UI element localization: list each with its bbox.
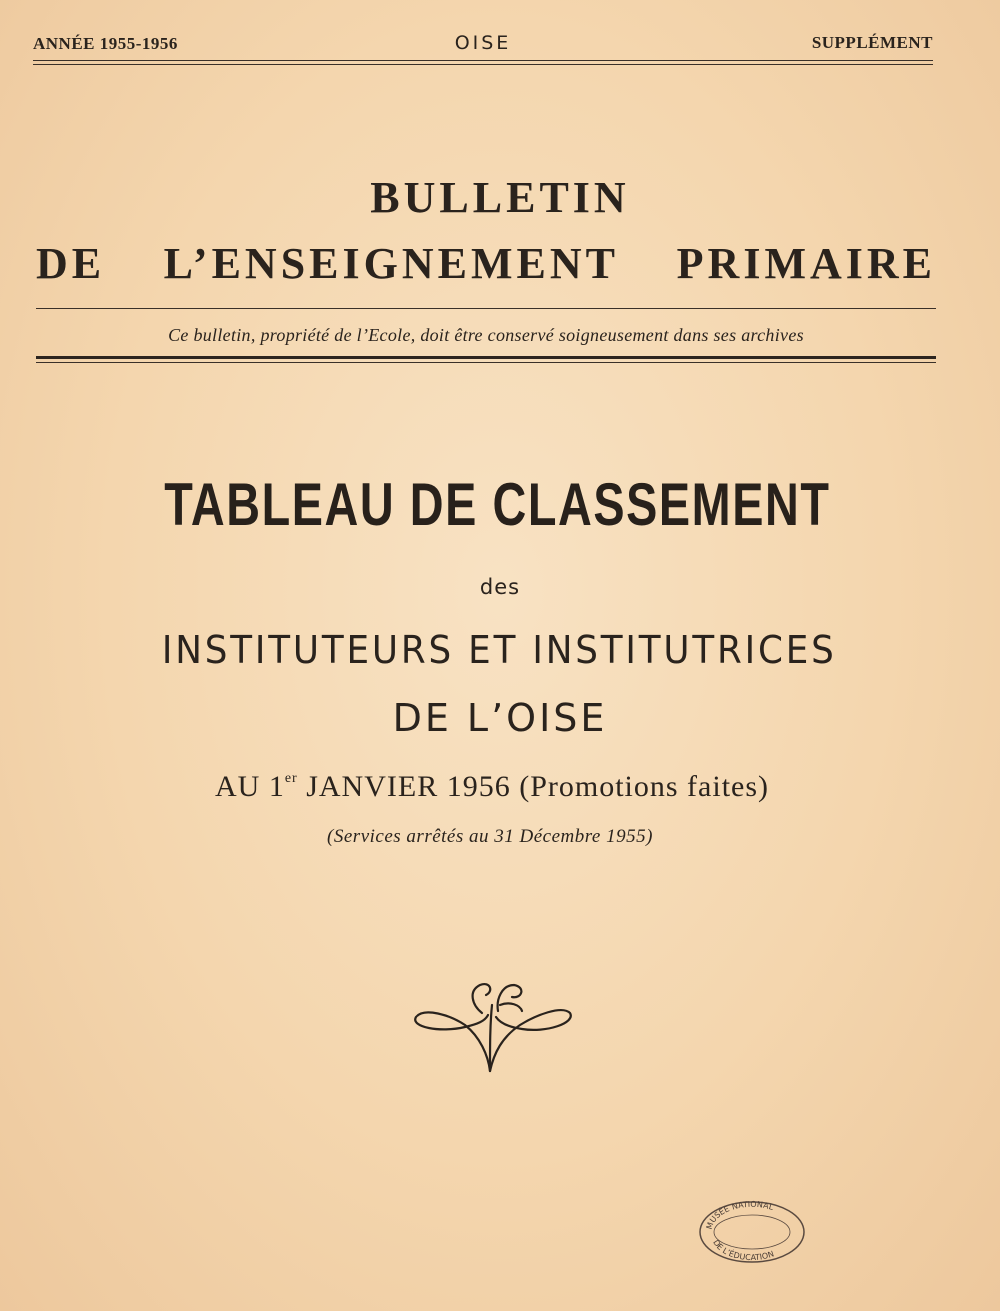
notice-bottom-rule-2 [36, 362, 936, 363]
date-prefix: AU 1 [214, 770, 285, 803]
museum-stamp-icon [696, 1198, 808, 1266]
date-superscript: er [284, 771, 298, 786]
notice-top-rule [36, 308, 936, 309]
header-rule [33, 60, 933, 65]
services-note: (Services arrêtés au 31 Décembre 1955) [327, 826, 653, 847]
stamp-top-text: MUSÉE NATIONAL [704, 1199, 775, 1231]
main-title: TABLEAU DE CLASSEMENT [164, 471, 831, 538]
bulletin-title: BULLETIN [370, 173, 630, 222]
date-line [0, 770, 984, 804]
header-department: OISE [454, 32, 512, 54]
subject-line-1: INSTITUTEURS ET INSTITUTRICES [161, 628, 837, 672]
date-suffix: JANVIER 1956 (Promotions faites) [297, 770, 770, 803]
header-supplement: SUPPLÉMENT [811, 33, 933, 52]
notice-bottom-rule [36, 356, 936, 359]
archive-notice: Ce bulletin, propriété de l’Ecole, doit être conservé soigneusement dans ses archives [168, 325, 804, 345]
subject-line-2: DE L’OISE [392, 696, 608, 740]
bulletin-subtitle: DE L’ENSEIGNEMENT PRIMAIRE [36, 239, 936, 288]
page-header [33, 30, 933, 58]
floral-flourish-icon [410, 975, 575, 1075]
title-connector: des [479, 575, 521, 599]
stamp-bottom-text: DE L’ÉDUCATION [711, 1238, 776, 1263]
header-year: ANNÉE 1955-1956 [33, 34, 178, 53]
